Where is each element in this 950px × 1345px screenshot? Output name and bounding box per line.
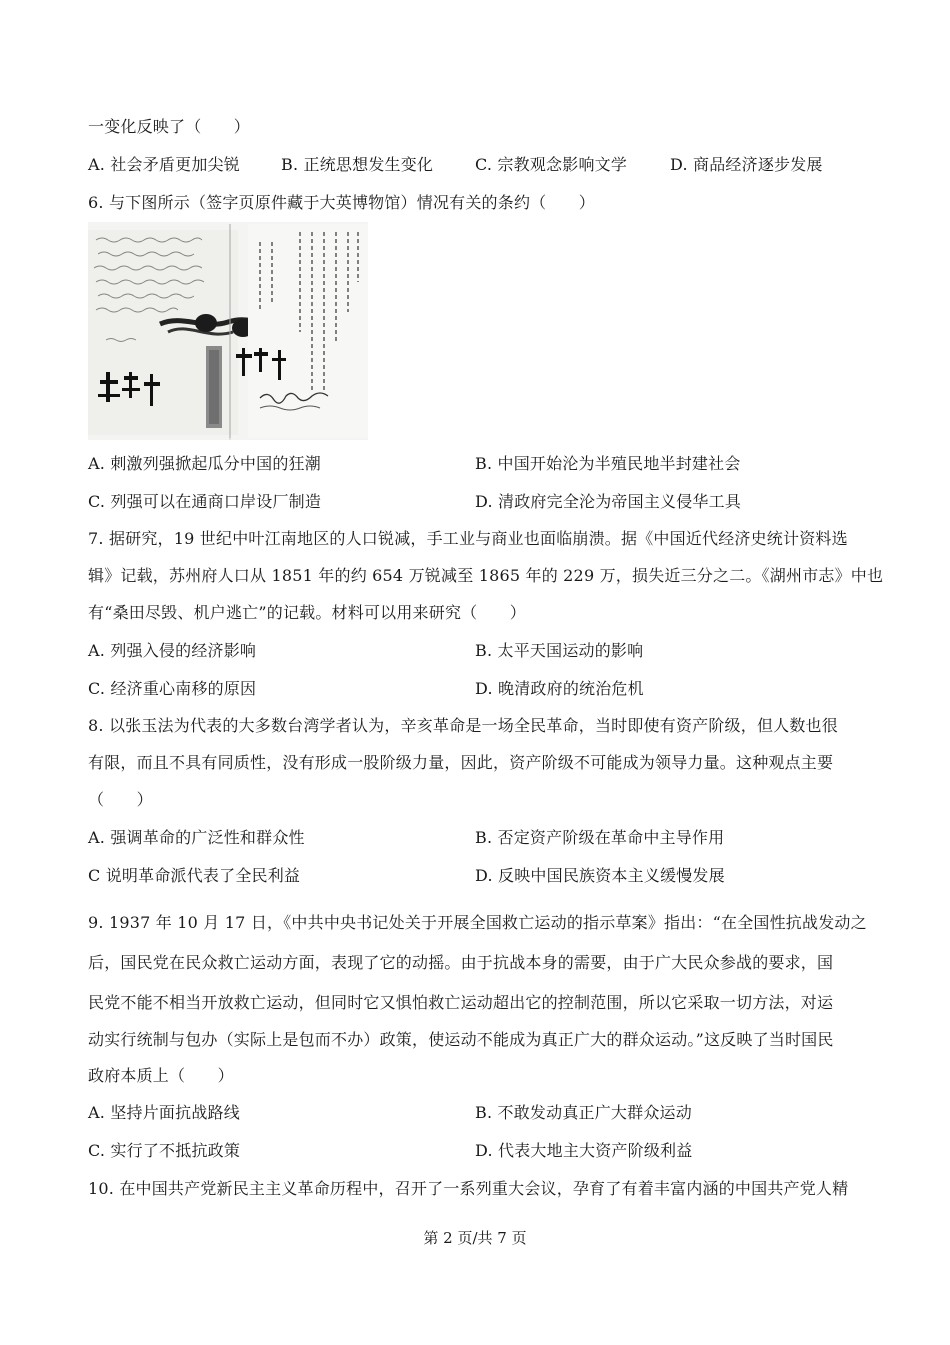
q9-line-5: 政府本质上（ ） [88,1066,234,1085]
q10-stem: 10. 在中国共产党新民主主义革命历程中，召开了一系列重大会议，孕育了有着丰富内涵的中国共产党人精 [88,1179,849,1198]
q9-line-2: 后，国民党在民众救亡运动方面，表现了它的动摇。由于抗战本身的需要，由于广大民众参战的要求，国 [88,953,834,972]
q8-option-a: A. 强调革命的广泛性和群众性 [88,828,305,847]
q5-stem-tail: 一变化反映了（ ） [88,117,251,136]
q6-option-b: B. 中国开始沦为半殖民地半封建社会 [475,454,741,473]
q8-line-3: （ ） [88,790,153,809]
q7-option-d: D. 晚清政府的统治危机 [475,679,644,698]
q9-option-c: C. 实行了不抵抗政策 [88,1141,241,1160]
q7-line-1: 7. 据研究，19 世纪中叶江南地区的人口锐减，手工业与商业也面临崩溃。据《中国近代经济史统计资料选 [88,529,848,548]
q5-option-b: B. 正统思想发生变化 [281,155,434,174]
q7-line-2: 辑》记载，苏州府人口从 1851 年的约 654 万锐减至 1865 年的 229 万，损失近三分之二。《湖州市志》中也 [88,566,884,585]
treaty-signature-page-image [88,222,368,440]
q7-line-3: 有“桑田尽毁、机户逃亡”的记载。材料可以用来研究（ ） [88,603,526,622]
q6-option-a: A. 刺激列强掀起瓜分中国的狂潮 [88,454,321,473]
q8-line-1: 8. 以张玉法为代表的大多数台湾学者认为，辛亥革命是一场全民革命，当时即使有资产阶级，但人数也很 [88,716,838,735]
q8-line-2: 有限，而且不具有同质性，没有形成一股阶级力量，因此，资产阶级不可能成为领导力量。这种观点主要 [88,753,834,772]
q8-option-c: C 说明革命派代表了全民利益 [88,866,301,885]
q7-option-b: B. 太平天国运动的影响 [475,641,644,660]
q9-option-d: D. 代表大地主大资产阶级利益 [475,1141,693,1160]
q6-stem: 6. 与下图所示（签字页原件藏于大英博物馆）情况有关的条约（ ） [88,193,595,212]
q9-option-b: B. 不敢发动真正广大群众运动 [475,1103,692,1122]
q7-option-c: C. 经济重心南移的原因 [88,679,257,698]
treaty-signature-photo [88,222,368,440]
q8-option-d: D. 反映中国民族资本主义缓慢发展 [475,866,725,885]
q5-option-c: C. 宗教观念影响文学 [475,155,628,174]
q5-option-a: A. 社会矛盾更加尖锐 [88,155,240,174]
q6-option-c: C. 列强可以在通商口岸设厂制造 [88,492,322,511]
q6-option-d: D. 清政府完全沦为帝国主义侵华工具 [475,492,742,511]
q7-option-a: A. 列强入侵的经济影响 [88,641,257,660]
q9-line-3: 民党不能不相当开放救亡运动，但同时它又惧怕救亡运动超出它的控制范围，所以它采取一切方法，对运 [88,993,834,1012]
q8-option-b: B. 否定资产阶级在革命中主导作用 [475,828,725,847]
q5-option-d: D. 商品经济逐步发展 [670,155,823,174]
q9-line-4: 动实行统制与包办（实际上是包而不办）政策，使运动不能成为真正广大的群众运动。”这反映了当时国民 [88,1030,834,1049]
q9-line-1: 9. 1937 年 10 月 17 日，《中共中央书记处关于开展全国救亡运动的指示草案》指出：“在全国性抗战发动之 [88,913,867,932]
page-number-footer: 第 2 页/共 7 页 [423,1229,527,1247]
q9-option-a: A. 坚持片面抗战路线 [88,1103,240,1122]
